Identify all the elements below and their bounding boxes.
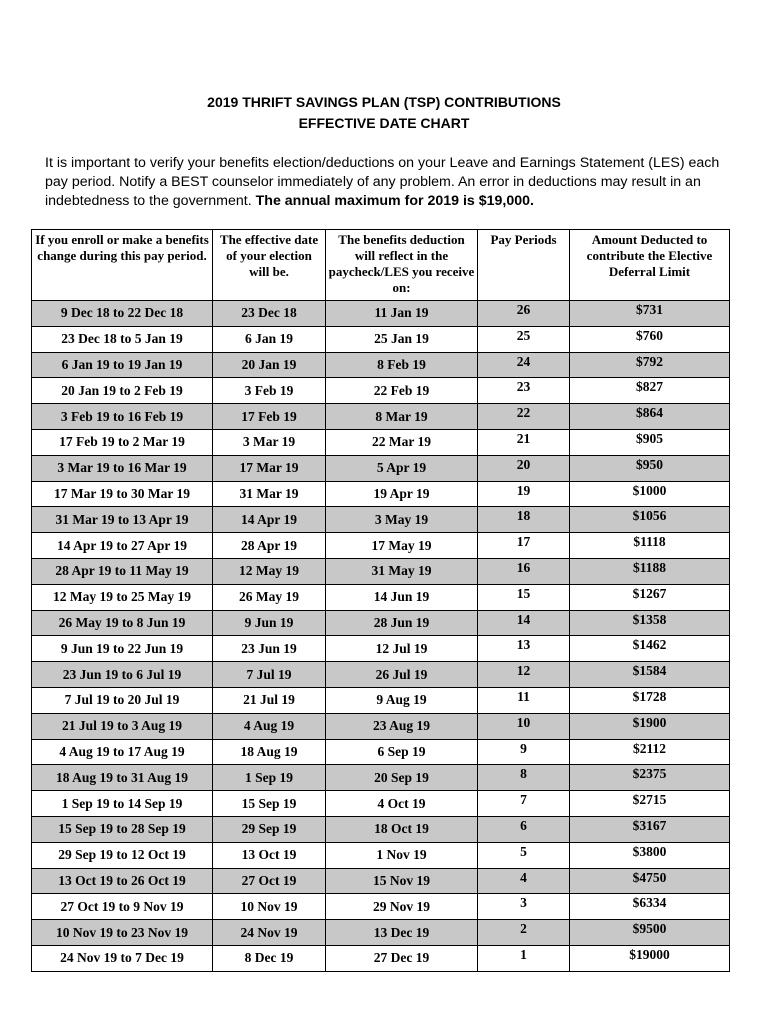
pay-periods-cell: 22 [478, 404, 570, 430]
amount-cell: $1358 [570, 610, 730, 636]
enroll-period-cell: 23 Jun 19 to 6 Jul 19 [32, 662, 213, 688]
annual-maximum-text: The annual maximum for 2019 is $19,000. [255, 193, 534, 209]
paycheck-date-cell: 18 Oct 19 [326, 816, 478, 842]
effective-date-cell: 29 Sep 19 [213, 816, 326, 842]
amount-cell: $1462 [570, 636, 730, 662]
amount-cell: $6334 [570, 894, 730, 920]
paycheck-date-cell: 3 May 19 [326, 507, 478, 533]
table-row [32, 378, 730, 404]
table-row [32, 791, 730, 817]
amount-cell: $1900 [570, 713, 730, 739]
paycheck-date-cell: 14 Jun 19 [326, 584, 478, 610]
table-row [32, 558, 730, 584]
amount-cell: $3167 [570, 816, 730, 842]
effective-date-cell: 28 Apr 19 [213, 533, 326, 559]
amount-cell: $905 [570, 429, 730, 455]
effective-date-cell: 18 Aug 19 [213, 739, 326, 765]
paycheck-date-cell: 5 Apr 19 [326, 455, 478, 481]
table-row [32, 765, 730, 791]
table-row [32, 739, 730, 765]
effective-date-cell: 17 Feb 19 [213, 404, 326, 430]
enroll-period-cell: 4 Aug 19 to 17 Aug 19 [32, 739, 213, 765]
paycheck-date-cell: 6 Sep 19 [326, 739, 478, 765]
amount-cell: $1056 [570, 507, 730, 533]
paycheck-date-cell: 19 Apr 19 [326, 481, 478, 507]
effective-date-cell: 20 Jan 19 [213, 352, 326, 378]
amount-cell: $1118 [570, 533, 730, 559]
amount-cell: $2375 [570, 765, 730, 791]
table-row [32, 713, 730, 739]
paycheck-date-cell: 31 May 19 [326, 558, 478, 584]
pay-periods-cell: 20 [478, 455, 570, 481]
effective-date-cell: 4 Aug 19 [213, 713, 326, 739]
table-row [32, 301, 730, 327]
enroll-period-cell: 14 Apr 19 to 27 Apr 19 [32, 533, 213, 559]
enroll-period-cell: 18 Aug 19 to 31 Aug 19 [32, 765, 213, 791]
paycheck-date-cell: 1 Nov 19 [326, 842, 478, 868]
enroll-period-cell: 21 Jul 19 to 3 Aug 19 [32, 713, 213, 739]
paycheck-date-cell: 22 Feb 19 [326, 378, 478, 404]
table-row [32, 920, 730, 946]
table-header-row [32, 230, 730, 301]
table-row [32, 816, 730, 842]
pay-periods-cell: 3 [478, 894, 570, 920]
effective-date-cell: 15 Sep 19 [213, 791, 326, 817]
enroll-period-cell: 9 Jun 19 to 22 Jun 19 [32, 636, 213, 662]
enroll-period-cell: 13 Oct 19 to 26 Oct 19 [32, 868, 213, 894]
amount-cell: $731 [570, 301, 730, 327]
pay-periods-cell: 21 [478, 429, 570, 455]
enroll-period-cell: 24 Nov 19 to 7 Dec 19 [32, 945, 213, 971]
pay-periods-cell: 18 [478, 507, 570, 533]
table-row [32, 429, 730, 455]
pay-periods-cell: 9 [478, 739, 570, 765]
enroll-period-cell: 27 Oct 19 to 9 Nov 19 [32, 894, 213, 920]
enroll-period-cell: 3 Feb 19 to 16 Feb 19 [32, 404, 213, 430]
paycheck-date-cell: 12 Jul 19 [326, 636, 478, 662]
pay-periods-cell: 24 [478, 352, 570, 378]
pay-periods-cell: 5 [478, 842, 570, 868]
table-row [32, 507, 730, 533]
amount-cell: $827 [570, 378, 730, 404]
table-row [32, 894, 730, 920]
effective-date-cell: 3 Mar 19 [213, 429, 326, 455]
enroll-period-cell: 10 Nov 19 to 23 Nov 19 [32, 920, 213, 946]
intro-paragraph [45, 154, 735, 211]
amount-cell: $2715 [570, 791, 730, 817]
enroll-period-cell: 12 May 19 to 25 May 19 [32, 584, 213, 610]
pay-periods-cell: 16 [478, 558, 570, 584]
table-row [32, 842, 730, 868]
pay-periods-cell: 14 [478, 610, 570, 636]
effective-date-cell: 12 May 19 [213, 558, 326, 584]
enroll-period-cell: 9 Dec 18 to 22 Dec 18 [32, 301, 213, 327]
enroll-period-cell: 31 Mar 19 to 13 Apr 19 [32, 507, 213, 533]
amount-cell: $1728 [570, 687, 730, 713]
enroll-period-cell: 26 May 19 to 8 Jun 19 [32, 610, 213, 636]
table-row [32, 868, 730, 894]
pay-periods-cell: 10 [478, 713, 570, 739]
effective-date-cell: 31 Mar 19 [213, 481, 326, 507]
paycheck-date-cell: 4 Oct 19 [326, 791, 478, 817]
header-effective-date: The effective date of your election will be. [213, 230, 326, 301]
effective-date-cell: 1 Sep 19 [213, 765, 326, 791]
header-amount-deducted: Amount Deducted to contribute the Elective Deferral Limit [570, 230, 730, 301]
effective-date-cell: 6 Jan 19 [213, 326, 326, 352]
enroll-period-cell: 28 Apr 19 to 11 May 19 [32, 558, 213, 584]
paycheck-date-cell: 11 Jan 19 [326, 301, 478, 327]
table-row [32, 404, 730, 430]
table-row [32, 352, 730, 378]
pay-periods-cell: 6 [478, 816, 570, 842]
pay-periods-cell: 23 [478, 378, 570, 404]
amount-cell: $3800 [570, 842, 730, 868]
pay-periods-cell: 8 [478, 765, 570, 791]
paycheck-date-cell: 13 Dec 19 [326, 920, 478, 946]
pay-periods-cell: 7 [478, 791, 570, 817]
pay-periods-cell: 1 [478, 945, 570, 971]
effective-date-cell: 13 Oct 19 [213, 842, 326, 868]
enroll-period-cell: 17 Mar 19 to 30 Mar 19 [32, 481, 213, 507]
paycheck-date-cell: 25 Jan 19 [326, 326, 478, 352]
title-line-1: 2019 THRIFT SAVINGS PLAN (TSP) CONTRIBUTIONS [207, 94, 561, 110]
amount-cell: $1267 [570, 584, 730, 610]
enroll-period-cell: 17 Feb 19 to 2 Mar 19 [32, 429, 213, 455]
effective-date-cell: 10 Nov 19 [213, 894, 326, 920]
pay-periods-cell: 11 [478, 687, 570, 713]
effective-date-cell: 24 Nov 19 [213, 920, 326, 946]
header-paycheck-date: The benefits deduction will reflect in the paycheck/LES you receive on: [326, 230, 478, 301]
effective-date-cell: 23 Dec 18 [213, 301, 326, 327]
table-row [32, 945, 730, 971]
effective-date-cell: 27 Oct 19 [213, 868, 326, 894]
table-row [32, 326, 730, 352]
effective-date-cell: 3 Feb 19 [213, 378, 326, 404]
table-row [32, 687, 730, 713]
paycheck-date-cell: 17 May 19 [326, 533, 478, 559]
amount-cell: $19000 [570, 945, 730, 971]
pay-periods-cell: 2 [478, 920, 570, 946]
table-row [32, 636, 730, 662]
pay-periods-cell: 13 [478, 636, 570, 662]
pay-periods-cell: 4 [478, 868, 570, 894]
paycheck-date-cell: 22 Mar 19 [326, 429, 478, 455]
enroll-period-cell: 20 Jan 19 to 2 Feb 19 [32, 378, 213, 404]
table-body [32, 301, 730, 972]
table-row [32, 481, 730, 507]
header-enroll-period: If you enroll or make a benefits change during this pay period. [32, 230, 213, 301]
amount-cell: $2112 [570, 739, 730, 765]
paycheck-date-cell: 26 Jul 19 [326, 662, 478, 688]
paycheck-date-cell: 8 Mar 19 [326, 404, 478, 430]
paycheck-date-cell: 15 Nov 19 [326, 868, 478, 894]
paycheck-date-cell: 20 Sep 19 [326, 765, 478, 791]
pay-periods-cell: 19 [478, 481, 570, 507]
table-row [32, 662, 730, 688]
paycheck-date-cell: 23 Aug 19 [326, 713, 478, 739]
enroll-period-cell: 15 Sep 19 to 28 Sep 19 [32, 816, 213, 842]
amount-cell: $1188 [570, 558, 730, 584]
page-title [0, 92, 768, 134]
amount-cell: $760 [570, 326, 730, 352]
effective-date-cell: 7 Jul 19 [213, 662, 326, 688]
enroll-period-cell: 1 Sep 19 to 14 Sep 19 [32, 791, 213, 817]
paycheck-date-cell: 9 Aug 19 [326, 687, 478, 713]
title-line-2: EFFECTIVE DATE CHART [298, 115, 470, 131]
effective-date-cell: 17 Mar 19 [213, 455, 326, 481]
effective-date-cell: 23 Jun 19 [213, 636, 326, 662]
amount-cell: $792 [570, 352, 730, 378]
paycheck-date-cell: 29 Nov 19 [326, 894, 478, 920]
paycheck-date-cell: 8 Feb 19 [326, 352, 478, 378]
pay-periods-cell: 15 [478, 584, 570, 610]
enroll-period-cell: 3 Mar 19 to 16 Mar 19 [32, 455, 213, 481]
effective-date-cell: 8 Dec 19 [213, 945, 326, 971]
table-row [32, 533, 730, 559]
enroll-period-cell: 29 Sep 19 to 12 Oct 19 [32, 842, 213, 868]
amount-cell: $1584 [570, 662, 730, 688]
table-row [32, 455, 730, 481]
amount-cell: $864 [570, 404, 730, 430]
amount-cell: $1000 [570, 481, 730, 507]
table-row [32, 584, 730, 610]
pay-periods-cell: 25 [478, 326, 570, 352]
pay-periods-cell: 12 [478, 662, 570, 688]
enroll-period-cell: 23 Dec 18 to 5 Jan 19 [32, 326, 213, 352]
effective-date-cell: 26 May 19 [213, 584, 326, 610]
enroll-period-cell: 6 Jan 19 to 19 Jan 19 [32, 352, 213, 378]
amount-cell: $950 [570, 455, 730, 481]
pay-periods-cell: 17 [478, 533, 570, 559]
table-row [32, 610, 730, 636]
enroll-period-cell: 7 Jul 19 to 20 Jul 19 [32, 687, 213, 713]
amount-cell: $9500 [570, 920, 730, 946]
effective-date-cell: 9 Jun 19 [213, 610, 326, 636]
pay-periods-cell: 26 [478, 301, 570, 327]
header-pay-periods: Pay Periods [478, 230, 570, 301]
intro-text: It is important to verify your benefits election/deductions on your Leave and Earnings Statement (LES) each pay period. Notify a BEST counselor immediately of any problem. An error in deductions may result in an indebtedness to the government. [45, 155, 720, 209]
tsp-effective-date-table [31, 229, 730, 972]
amount-cell: $4750 [570, 868, 730, 894]
paycheck-date-cell: 27 Dec 19 [326, 945, 478, 971]
effective-date-cell: 14 Apr 19 [213, 507, 326, 533]
paycheck-date-cell: 28 Jun 19 [326, 610, 478, 636]
effective-date-cell: 21 Jul 19 [213, 687, 326, 713]
